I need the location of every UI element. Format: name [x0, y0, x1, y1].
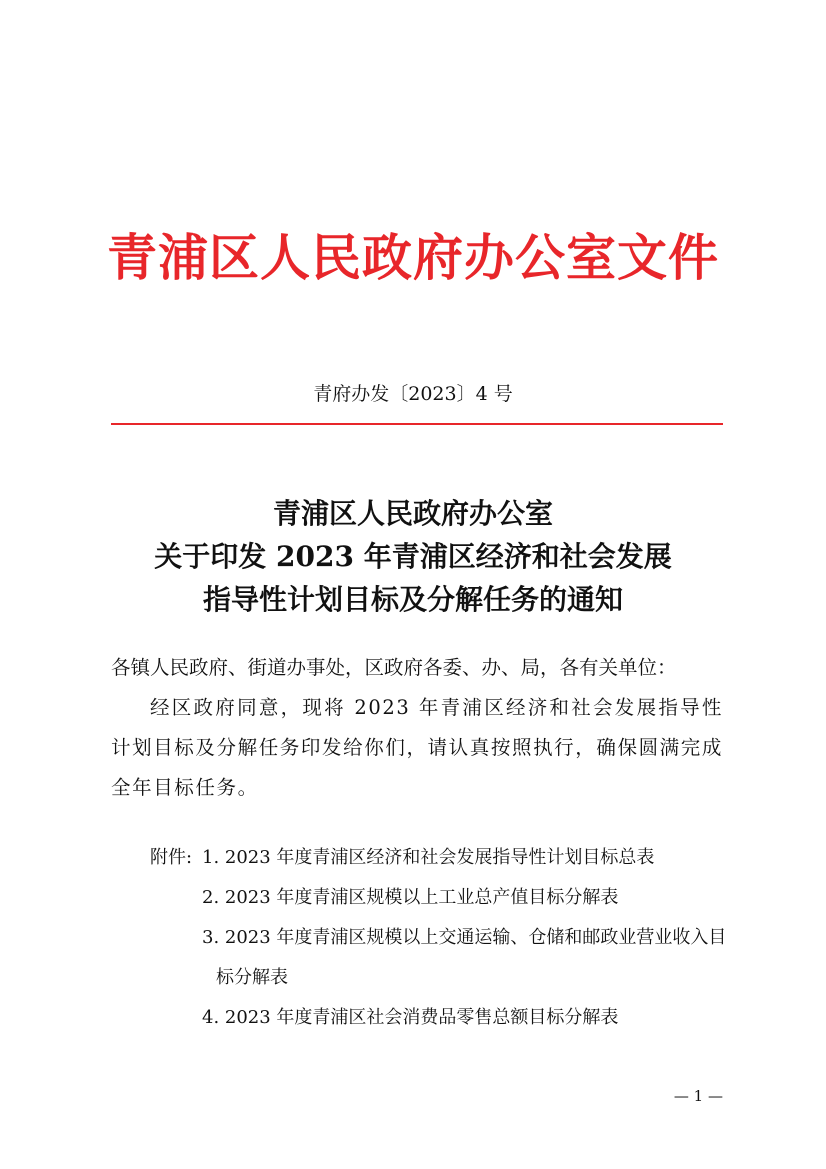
attachment-item-1: 1. 2023 年度青浦区经济和社会发展指导性计划目标总表 [202, 847, 655, 868]
document-masthead: 青浦区人民政府办公室文件 [107, 228, 719, 287]
notice-paragraph: 经区政府同意，现将 2023 年青浦区经济和社会发展指导性计划目标及分解任务印发给你们，请认真按照执行，确保圆满完成全年目标任务。 [111, 696, 723, 799]
red-divider-line [111, 423, 723, 425]
title-line-2: 关于印发 2023 年青浦区经济和社会发展 [154, 540, 672, 573]
salutation: 各镇人民政府、街道办事处，区政府各委、办、局，各有关单位： [111, 656, 677, 679]
attachment-item-4: 4. 2023 年度青浦区社会消费品零售总额目标分解表 [202, 1007, 619, 1028]
attachments-list [202, 838, 732, 1038]
document-body [111, 648, 723, 808]
document-number: 青府办发〔2023〕4 号 [313, 383, 513, 405]
attachment-item-2: 2. 2023 年度青浦区规模以上工业总产值目标分解表 [202, 887, 619, 908]
attachments-label: 附件: [150, 847, 193, 868]
page-number: — 1 — [673, 1087, 723, 1105]
title-line-3: 指导性计划目标及分解任务的通知 [202, 583, 623, 616]
attachment-item-3: 3. 2023 年度青浦区规模以上交通运输、仓储和邮政业营业收入目标分解表 [202, 927, 727, 988]
document-title [0, 492, 826, 621]
title-line-1: 青浦区人民政府办公室 [272, 497, 553, 530]
